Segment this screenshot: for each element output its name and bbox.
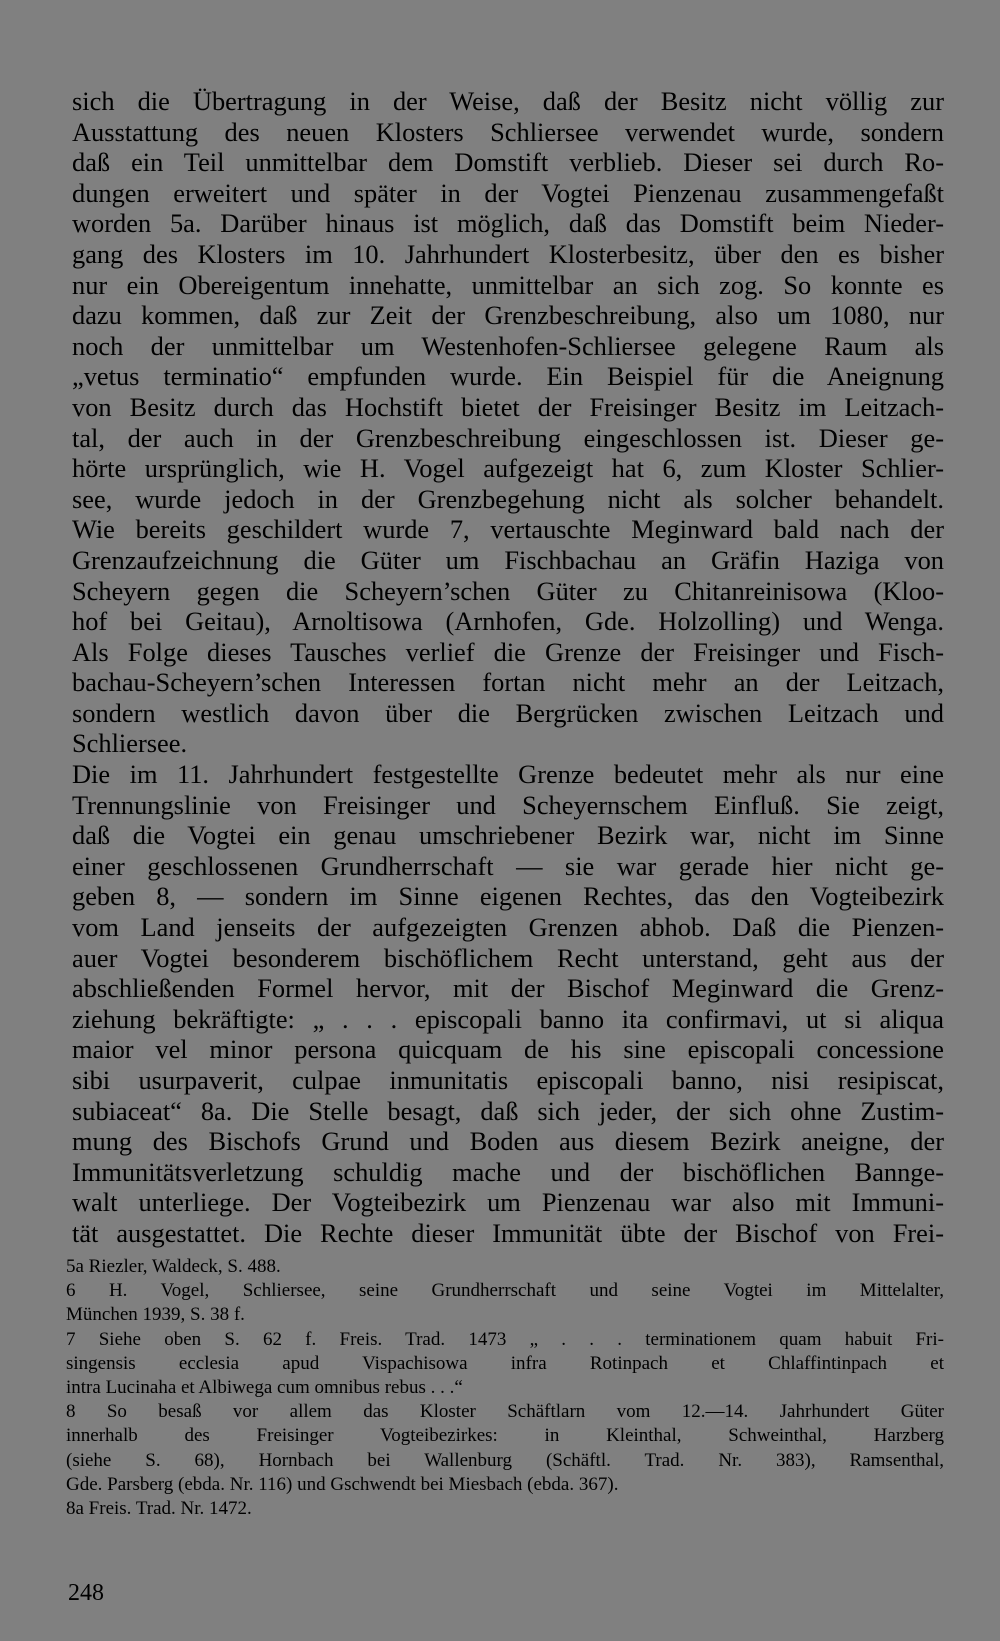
text-line: walt unterliege. Der Vogteibezirk um Pienzenau war also mit Immuni-: [72, 1187, 944, 1218]
text-line: gang des Klosters im 10. Jahrhundert Klosterbesitz, über den es bisher: [72, 238, 944, 269]
text-line: Wie bereits geschildert wurde 7, vertauschte Meginward bald nach der: [72, 514, 944, 545]
text-line: „vetus terminatio“ empfunden wurde. Ein Beispiel für die Aneignung: [72, 361, 944, 392]
text-line: tät ausgestattet. Die Rechte dieser Immunität übte der Bischof von Frei-: [72, 1217, 944, 1248]
page-number: 248: [68, 1580, 104, 1606]
text-line: auer Vogtei besonderem bischöflichem Recht unterstand, geht aus der: [72, 942, 944, 973]
text-line: Als Folge dieses Tausches verlief die Grenze der Freisinger und Fisch-: [72, 636, 944, 667]
text-line: nur ein Obereigentum innehatte, unmittelbar an sich zog. So konnte es: [72, 269, 944, 300]
text-line: worden 5a. Darüber hinaus ist möglich, daß das Domstift beim Nieder-: [72, 208, 944, 239]
text-line: von Besitz durch das Hochstift bietet der Freisinger Besitz im Leitzach-: [72, 391, 944, 422]
text-line: abschließenden Formel hervor, mit der Bischof Meginward die Grenz-: [72, 973, 944, 1004]
footnote-line: 5a Riezler, Waldeck, S. 488.: [66, 1256, 281, 1277]
text-line: Trennungslinie von Freisinger und Scheyernschem Einfluß. Sie zeigt,: [72, 789, 944, 820]
text-line: sich die Übertragung in der Weise, daß der Besitz nicht völlig zur: [72, 86, 944, 116]
text-line: mung des Bischofs Grund und Boden aus diesem Bezirk aneigne, der: [72, 1126, 944, 1157]
text-line: dazu kommen, daß zur Zeit der Grenzbeschreibung, also um 1080, nur: [72, 300, 944, 331]
text-line: bachau-Scheyern’schen Interessen fortan nicht mehr an der Leitzach,: [72, 667, 944, 698]
footnote-line: 6 H. Vogel, Schliersee, seine Grundherrschaft und seine Vogtei im Mittelalter,: [66, 1280, 944, 1302]
footnote-line: intra Lucinaha et Albiwega cum omnibus rebus . . .“: [66, 1376, 463, 1398]
text-line: einer geschlossenen Grundherrschaft — sie war gerade hier nicht ge-: [72, 850, 944, 881]
text-line: Schliersee.: [72, 728, 188, 759]
text-line: Immunitätsverletzung schuldig mache und der bischöflichen Bannge-: [72, 1156, 944, 1187]
text-line: vom Land jenseits der aufgezeigten Grenzen abhob. Daß die Pienzen-: [72, 912, 944, 943]
text-line: dungen erweitert und später in der Vogtei Pienzenau zusammengefaßt: [72, 177, 944, 208]
footnote-line: 7 Siehe oben S. 62 f. Freis. Trad. 1473 „ . . . terminationem quam habuit Fri-: [66, 1328, 944, 1350]
text-line: maior vel minor persona quicquam de his sine episcopali concessione: [72, 1034, 944, 1065]
footnote-line: singensis ecclesia apud Vispachisowa infra Rotinpach et Chlaffintinpach et: [66, 1352, 944, 1374]
text-line: sondern westlich davon über die Bergrücken zwischen Leitzach und: [72, 697, 944, 728]
footnote-line: 8 So besaß vor allem das Kloster Schäftlarn vom 12.—14. Jahrhundert Güter: [66, 1401, 944, 1423]
footnote-line: (siehe S. 68), Hornbach bei Wallenburg (Schäftl. Trad. Nr. 383), Ramsenthal,: [66, 1449, 944, 1471]
text-line: Die im 11. Jahrhundert festgestellte Grenze bedeutet mehr als nur eine: [72, 759, 944, 790]
footnote-line: München 1939, S. 38 f.: [66, 1304, 245, 1326]
text-line: geben 8, — sondern im Sinne eigenen Rechtes, das den Vogteibezirk: [72, 881, 944, 912]
text-line: subiaceat“ 8a. Die Stelle besagt, daß sich jeder, der sich ohne Zustim-: [72, 1095, 944, 1126]
text-line: ziehung bekräftigte: „ . . . episcopali banno ita confirmavi, ut si aliqua: [72, 1003, 944, 1034]
footnote-line: Gde. Parsberg (ebda. Nr. 116) und Gschwendt bei Miesbach (ebda. 367).: [66, 1473, 619, 1495]
text-line: sibi usurpaverit, culpae inmunitatis episcopali banno, nisi resipiscat,: [72, 1065, 944, 1095]
text-line: hörte ursprünglich, wie H. Vogel aufgezeigt hat 6, zum Kloster Schlier-: [72, 453, 944, 484]
text-line: Grenzaufzeichnung die Güter um Fischbachau an Gräfin Haziga von: [72, 544, 944, 575]
text-line: hof bei Geitau), Arnoltisowa (Arnhofen, Gde. Holzolling) und Wenga.: [72, 606, 944, 637]
footnote-line: 8a Freis. Trad. Nr. 1472.: [66, 1497, 252, 1519]
text-line: tal, der auch in der Grenzbeschreibung eingeschlossen ist. Dieser ge-: [72, 422, 944, 453]
footnotes: [66, 1255, 944, 1521]
text-line: noch der unmittelbar um Westenhofen-Schliersee gelegene Raum als: [72, 330, 944, 361]
text-line: Ausstattung des neuen Klosters Schliersee verwendet wurde, sondern: [72, 116, 944, 147]
body-text: [72, 86, 944, 1249]
footnote-line: innerhalb des Freisinger Vogteibezirkes: in Kleinthal, Schweinthal, Harzberg: [66, 1425, 944, 1447]
text-line: see, wurde jedoch in der Grenzbegehung nicht als solcher behandelt.: [72, 483, 944, 514]
text-line: Scheyern gegen die Scheyern’schen Güter zu Chitanreinisowa (Kloo-: [72, 575, 944, 606]
text-line: daß ein Teil unmittelbar dem Domstift verblieb. Dieser sei durch Ro-: [72, 147, 944, 178]
text-line: daß die Vogtei ein genau umschriebener Bezirk war, nicht im Sinne: [72, 820, 944, 851]
